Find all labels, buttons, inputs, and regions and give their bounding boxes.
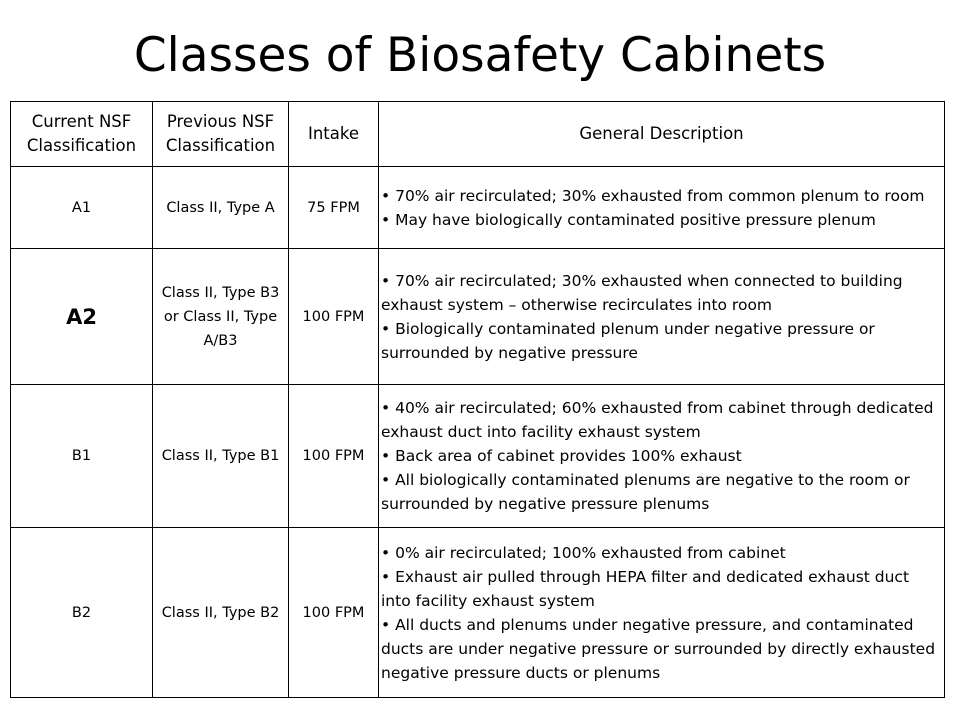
- description-point: • Back area of cabinet provides 100% exhaust: [381, 447, 742, 465]
- cell-current: A1: [11, 167, 153, 249]
- table-row: [11, 167, 945, 249]
- header-current-nsf: Current NSF Classification: [11, 102, 153, 167]
- cell-previous: Class II, Type B1: [153, 385, 289, 528]
- cell-intake: 100 FPM: [289, 528, 379, 698]
- cell-description: [379, 385, 945, 528]
- description-point: • 0% air recirculated; 100% exhausted from cabinet: [381, 543, 786, 562]
- description-point: • Exhaust air pulled through HEPA filter and dedicated exhaust duct into facility exhaust system: [381, 567, 910, 610]
- biosafety-cabinet-table: [10, 101, 945, 698]
- cell-description: [379, 249, 945, 385]
- cell-previous: Class II, Type B2: [153, 528, 289, 698]
- description-point: • 70% air recirculated; 30% exhausted when connected to building exhaust system – otherwise recirculates into room: [381, 271, 903, 314]
- description-point: • 70% air recirculated; 30% exhausted from common plenum to room: [381, 186, 925, 205]
- cell-description: [379, 528, 945, 698]
- table-header-row: [11, 102, 945, 167]
- description-point: • Biologically contaminated plenum under negative pressure or surrounded by negative pressure: [381, 319, 875, 362]
- header-previous-nsf: Previous NSF Classification: [153, 102, 289, 167]
- header-intake: Intake: [289, 102, 379, 167]
- cell-previous: Class II, Type A: [153, 167, 289, 249]
- cell-current: B1: [11, 385, 153, 528]
- cell-current: A2: [11, 249, 153, 385]
- cell-intake: 75 FPM: [289, 167, 379, 249]
- table-row: [11, 385, 945, 528]
- cell-description: [379, 167, 945, 249]
- cell-intake: 100 FPM: [289, 249, 379, 385]
- description-point: • All ducts and plenums under negative pressure, and contaminated ducts are under negative pressure or surrounded by directly exhausted negative pressure ducts or plenums: [381, 615, 936, 682]
- table-row: [11, 528, 945, 698]
- cell-previous: Class II, Type B3 or Class II, Type A/B3: [153, 249, 289, 385]
- table-row: [11, 249, 945, 385]
- header-general-description: General Description: [379, 102, 945, 167]
- page-title: Classes of Biosafety Cabinets: [133, 28, 827, 83]
- description-point: • 40% air recirculated; 60% exhausted from cabinet through dedicated exhaust duct into facility exhaust system: [381, 399, 934, 441]
- cell-intake: 100 FPM: [289, 385, 379, 528]
- cell-current: B2: [11, 528, 153, 698]
- description-point: • May have biologically contaminated positive pressure plenum: [381, 210, 876, 229]
- description-point: • All biologically contaminated plenums are negative to the room or surrounded by negative pressure plenums: [381, 471, 910, 513]
